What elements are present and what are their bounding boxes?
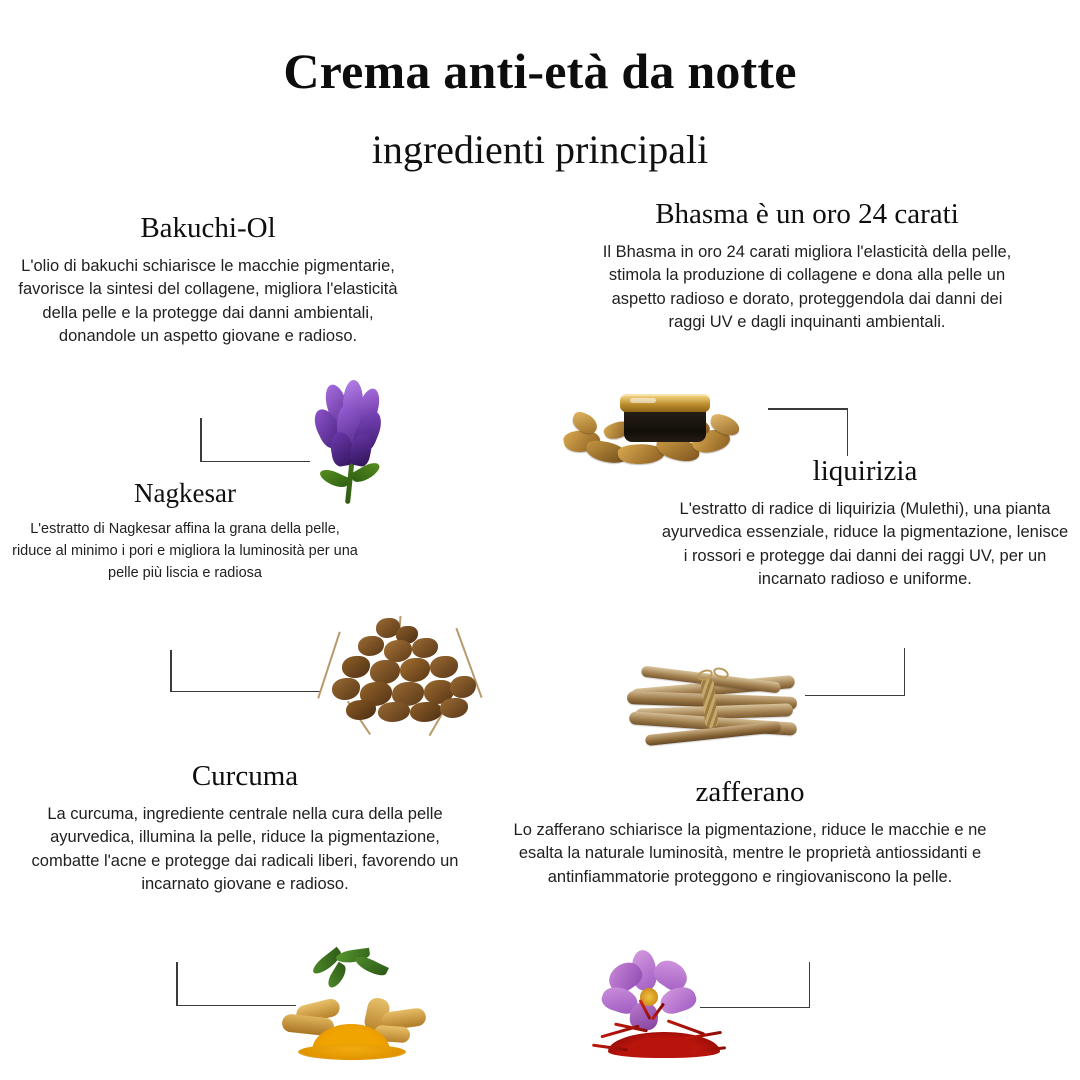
connector-nagkesar (170, 650, 320, 692)
page-subtitle: ingredienti principali (371, 127, 709, 172)
ingredient-block-zafferano (490, 776, 1010, 889)
turmeric-root-powder-image (262, 948, 442, 1066)
ingredient-block-liquirizia (660, 455, 1070, 592)
licorice-root-sticks-image (625, 660, 805, 750)
ingredient-description-zafferano: Lo zafferano schiarisce la pigmentazione, riduce le macchie e ne esalta la naturale luminosità, mentre le proprietà antiossidanti e antinfiammatorie proteggono e ringiovaniscono la pelle. (513, 821, 987, 886)
connector-bhasma (768, 408, 848, 456)
ingredient-block-curcuma (30, 760, 460, 897)
page-title: Crema anti-età da notte (283, 43, 797, 99)
ingredient-description-nagkesar: L'estratto di Nagkesar affina la grana della pelle, riduce al minimo i pori e migliora la luminosità per una pelle più liscia e radiosa (12, 521, 358, 581)
connector-liquirizia (805, 648, 905, 696)
ingredient-name-zafferano: zafferano (695, 776, 805, 808)
ingredient-description-bhasma: Il Bhasma in oro 24 carati migliora l'elasticità della pelle, stimola la produzione di collagene e dona alla pelle un aspetto radioso e dorato, proteggendola dai danni dei raggi UV e dagli inquinanti ambientali. (602, 243, 1012, 332)
ingredient-description-bakuchi: L'olio di bakuchi schiarisce le macchie pigmentarie, favorisce la sintesi del collagene, migliora l'elasticità della pelle e la protegge dai danni ambientali, donandole un aspetto giovane e radioso. (18, 257, 398, 346)
ingredient-name-curcuma: Curcuma (191, 760, 299, 792)
ingredient-name-liquirizia: liquirizia (812, 455, 918, 487)
ingredient-block-bakuchi (8, 212, 408, 349)
ingredient-name-bakuchi: Bakuchi-Ol (140, 212, 276, 244)
nagkesar-buds-image (318, 612, 486, 744)
ingredient-block-nagkesar (10, 478, 360, 584)
ingredient-name-nagkesar: Nagkesar (134, 478, 236, 508)
ingredient-description-liquirizia: L'estratto di radice di liquirizia (Mulethi), una pianta ayurvedica essenziale, riduce la pigmentazione, lenisce i rossori e protegge dai danni dei raggi UV, per un incarnato radioso e uniforme. (661, 500, 1069, 589)
ingredient-description-curcuma: La curcuma, ingrediente centrale nella cura della pelle ayurvedica, illumina la pelle, riduce la pigmentazione, combatte l'acne e protegge dai radicali liberi, favorendo un incarnato giovane e radioso. (31, 805, 459, 894)
saffron-crocus-threads-image (580, 950, 750, 1066)
ingredient-block-bhasma (592, 198, 1022, 335)
ingredient-name-bhasma: Bhasma è un oro 24 carati (655, 198, 959, 230)
